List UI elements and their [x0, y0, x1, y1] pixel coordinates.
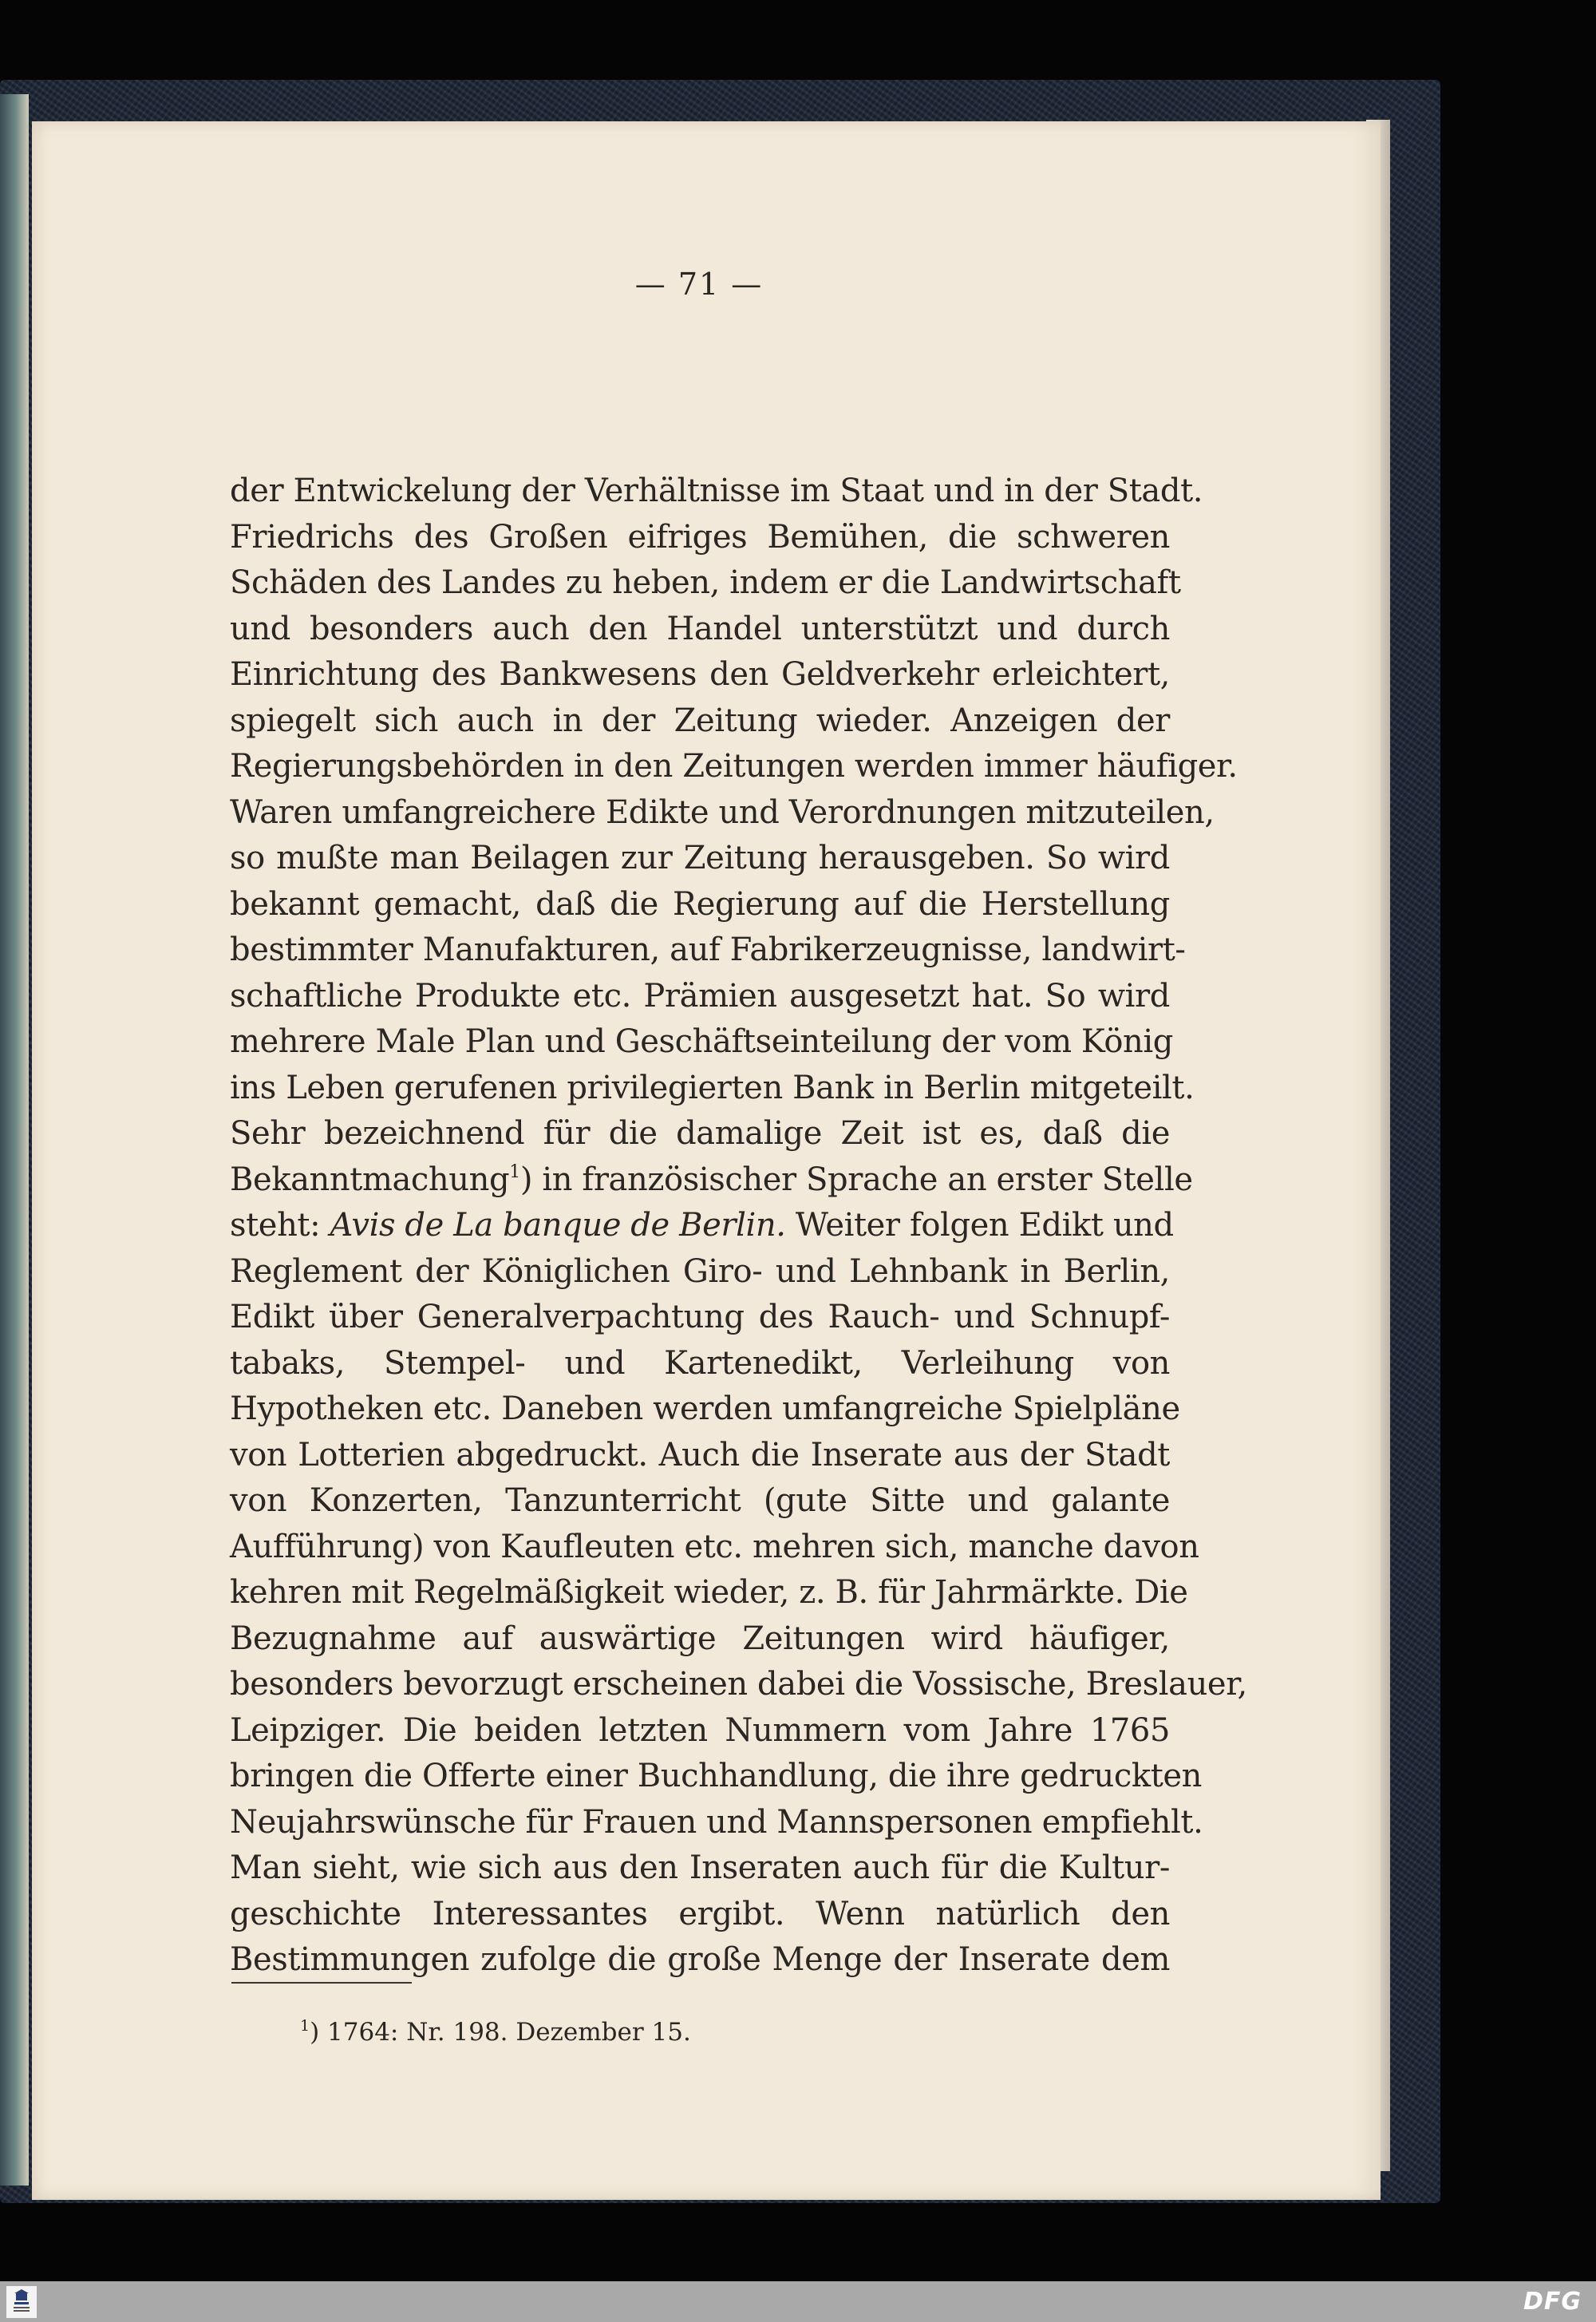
- text-line: und besonders auch den Handel unterstützt und durch: [230, 610, 1170, 647]
- text-line: ins Leben gerufenen privilegierten Bank in Berlin mitgeteilt.: [230, 1069, 1195, 1106]
- text-line: bestimmter Manufakturen, auf Fabrikerzeugnisse, landwirt-: [230, 932, 1186, 968]
- text-line: Einrichtung des Bankwesens den Geldverkehr erleichtert,: [230, 656, 1170, 693]
- text-line: Waren umfangreichere Edikte und Verordnungen mitzuteilen,: [230, 793, 1215, 831]
- body-text: [230, 469, 1247, 1984]
- page-number: — 71 —: [634, 267, 764, 302]
- text-line: Aufführung) von Kaufleuten etc. mehren sich, manche davon: [230, 1528, 1199, 1565]
- italic-title: Avis de La banque de Berlin.: [330, 1207, 786, 1244]
- line-text: ) in französischer Sprache an erster Stelle: [519, 1161, 1193, 1198]
- text-line: bekannt gemacht, daß die Regierung auf die Herstellung: [230, 885, 1170, 923]
- library-crest-icon: [11, 2289, 32, 2315]
- text-line: schaftliche Produkte etc. Prämien ausgesetzt hat. So wird: [230, 977, 1170, 1015]
- text-line-with-italic-title: [230, 1203, 1174, 1249]
- text-line: Sehr bezeichnend für die damalige Zeit ist es, daß die: [230, 1115, 1170, 1152]
- text-line: der Entwickelung der Verhältnisse im Staat und in der Stadt.: [230, 473, 1203, 509]
- text-line: kehren mit Regelmäßigkeit wieder, z. B. für Jahrmärkte. Die: [230, 1574, 1188, 1611]
- text-line: von Lotterien abgedruckt. Auch die Inserate aus der Stadt: [230, 1436, 1170, 1474]
- footnote-mark: 1: [300, 2017, 310, 2035]
- text-line: Neujahrswünsche für Frauen und Mannspersonen empfiehlt.: [230, 1803, 1203, 1841]
- footnote-reference-mark[interactable]: 1: [509, 1161, 520, 1182]
- text-line: besonders bevorzugt erscheinen dabei die Vossische, Breslauer,: [230, 1666, 1247, 1703]
- line-text: steht:: [230, 1207, 330, 1244]
- viewer-bottom-bar: [0, 2281, 1596, 2322]
- library-logo-icon[interactable]: [6, 2286, 37, 2318]
- text-line: Reglement der Königlichen Giro- und Lehnbank in Berlin,: [230, 1252, 1170, 1290]
- text-line: Bestimmungen zufolge die große Menge der Inserate dem: [230, 1941, 1170, 1978]
- text-line: Hypotheken etc. Daneben werden umfangreiche Spielpläne: [230, 1390, 1180, 1427]
- line-text: Bekanntmachung: [230, 1161, 510, 1198]
- text-line: Schäden des Landes zu heben, indem er die Landwirtschaft: [230, 564, 1181, 601]
- text-line: mehrere Male Plan und Geschäftseinteilung der vom König: [230, 1023, 1173, 1060]
- text-line: Leipziger. Die beiden letzten Nummern vom Jahre 1765: [230, 1711, 1170, 1749]
- line-text: Weiter folgen Edikt und: [785, 1207, 1174, 1244]
- text-line: von Konzerten, Tanzunterricht (gute Sitte und galante: [230, 1482, 1170, 1519]
- text-line: Regierungsbehörden in den Zeitungen werden immer häufiger.: [230, 748, 1238, 785]
- text-line: so mußte man Beilagen zur Zeitung herausgeben. So wird: [230, 840, 1170, 876]
- footnote-text: ) 1764: Nr. 198. Dezember 15.: [310, 2018, 691, 2047]
- dfg-logo[interactable]: DFG: [1523, 2288, 1582, 2316]
- text-line: bringen die Offerte einer Buchhandlung, die ihre gedruckten: [230, 1758, 1203, 1794]
- text-line: Bezugnahme auf auswärtige Zeitungen wird häufiger,: [230, 1620, 1170, 1657]
- footnote-divider: [231, 1982, 412, 1984]
- text-line: geschichte Interessantes ergibt. Wenn natürlich den: [230, 1895, 1170, 1932]
- text-line: Man sieht, wie sich aus den Inseraten auch für die Kultur-: [230, 1849, 1170, 1886]
- text-line-with-footnote-mark: [230, 1157, 1193, 1204]
- footnote: [300, 2018, 691, 2047]
- book-spine-edge: [0, 94, 29, 2186]
- text-line: Edikt über Generalverpachtung des Rauch- und Schnupf-: [230, 1299, 1170, 1335]
- text-line: tabaks, Stempel- und Kartenedikt, Verleihung von: [230, 1344, 1170, 1382]
- text-line: spiegelt sich auch in der Zeitung wieder. Anzeigen der: [230, 702, 1170, 739]
- text-line: Friedrichs des Großen eifriges Bemühen, die schweren: [230, 518, 1170, 556]
- book-page: [32, 121, 1381, 2200]
